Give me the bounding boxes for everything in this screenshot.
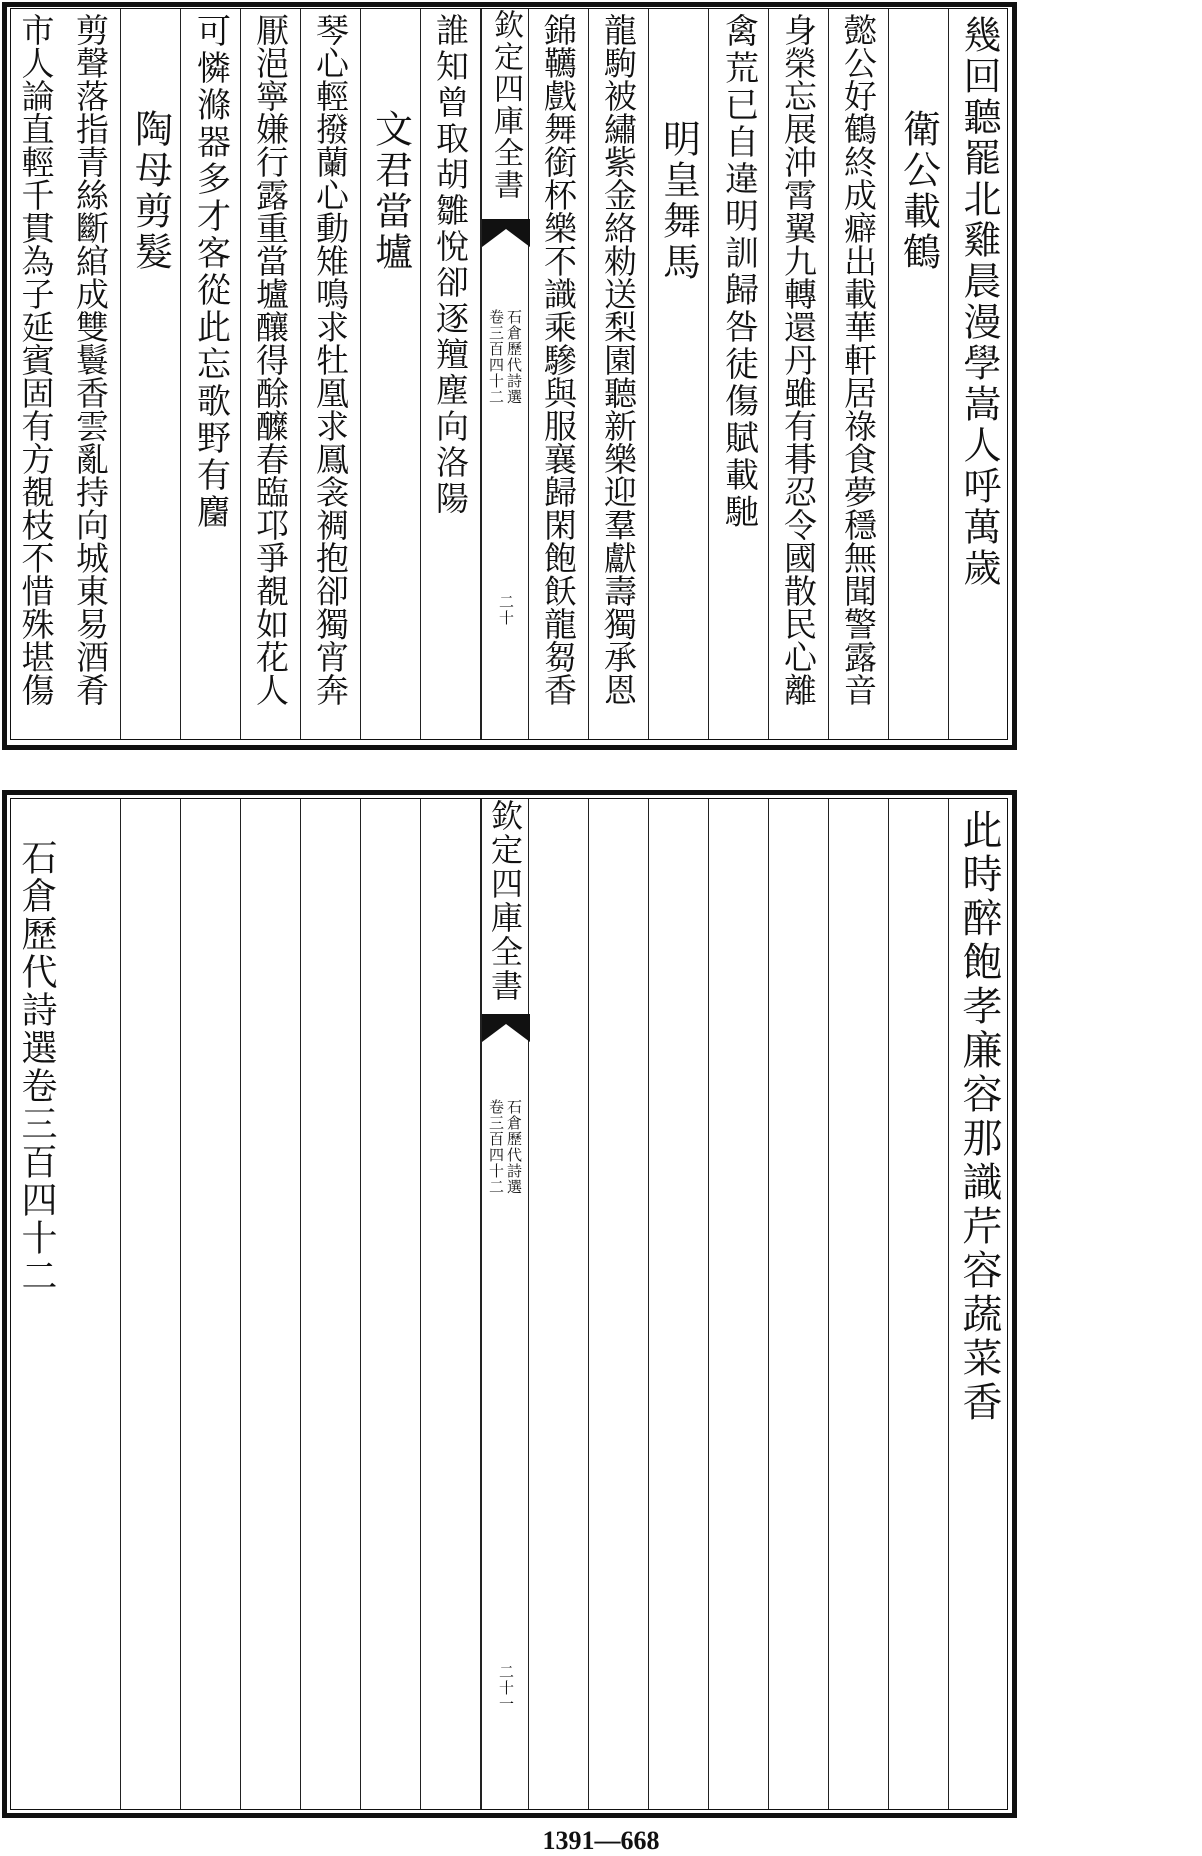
verse-line: 剪聲落指青絲斷綰成雙鬟香雲亂持向城東易酒肴 xyxy=(71,13,110,706)
verse-line: 厭浥寧嫌行露重當壚釀得酴醾春臨邛爭覩如花人 xyxy=(251,13,290,706)
text-column xyxy=(121,9,181,739)
verse-line: 禽荒已自違明訓歸咎徒傷賦載馳 xyxy=(718,13,759,531)
text-column xyxy=(529,9,589,739)
top-page-text-area xyxy=(10,8,1008,740)
blank-column xyxy=(241,799,301,1809)
poem-title: 明皇舞馬 xyxy=(656,119,701,283)
text-column xyxy=(829,9,889,739)
closing-title: 石倉歷代詩選卷三百四十二 xyxy=(16,839,57,1295)
blank-column xyxy=(889,799,949,1809)
closing-title-column xyxy=(11,799,61,1809)
poem-title: 陶母剪髮 xyxy=(128,109,173,273)
verse-line: 龍駒被繡紫金絡勑送梨園聽新樂迎羣獻壽獨承恩 xyxy=(599,13,638,706)
blank-column xyxy=(121,799,181,1809)
volume-label: 卷三百四十二 xyxy=(487,309,505,405)
verse-line: 市人論直輕千貫為子延賓固有方覩枝不惜殊堪傷 xyxy=(16,13,56,706)
text-column xyxy=(11,9,61,739)
fishtail-mark-icon xyxy=(482,1014,530,1042)
page-number: 二十一 xyxy=(497,1664,515,1712)
blank-column xyxy=(529,799,589,1809)
verse-line: 懿公好鶴終成癖出載華軒居祿食夢穩無聞警露音 xyxy=(839,13,878,706)
text-column xyxy=(949,9,1009,739)
footer-code: 1391—668 xyxy=(542,1826,660,1855)
fishtail-mark-icon xyxy=(482,219,530,247)
text-column xyxy=(61,9,121,739)
poem-title: 文君當壚 xyxy=(368,109,413,273)
text-column xyxy=(709,9,769,739)
verse-line: 幾回聽罷北雞晨漫學嵩人呼萬歲 xyxy=(957,15,1001,589)
center-fold-column xyxy=(481,799,529,1809)
text-column xyxy=(421,9,481,739)
collection-title: 石倉歷代詩選 xyxy=(505,309,523,405)
center-fold-column xyxy=(481,9,529,739)
blank-column xyxy=(361,799,421,1809)
text-column xyxy=(241,9,301,739)
blank-column xyxy=(589,799,649,1809)
text-column xyxy=(949,799,1009,1809)
verse-line: 誰知曾取胡雛悅卻逐羶塵向洛陽 xyxy=(431,13,470,517)
blank-column xyxy=(301,799,361,1809)
blank-column xyxy=(709,799,769,1809)
blank-column xyxy=(649,799,709,1809)
blank-column xyxy=(829,799,889,1809)
page-number: 二十 xyxy=(497,594,515,626)
verse-line: 可憐滌器多才客從此忘歌野有麕 xyxy=(190,13,231,531)
verse-line: 錦韉戲舞銜杯樂不識乘驂與服襄歸閑飽飫龍芻香 xyxy=(539,13,578,706)
blank-column xyxy=(769,799,829,1809)
top-page xyxy=(0,0,1202,752)
text-column xyxy=(889,9,949,739)
book-title: 欽定四庫全書 xyxy=(488,9,523,201)
text-column xyxy=(649,9,709,739)
bottom-page xyxy=(0,790,1202,1820)
text-column xyxy=(769,9,829,739)
verse-line: 身榮忘展沖霄翼九轉還丹雖有朞忍令國散民心離 xyxy=(779,13,818,706)
blank-column xyxy=(61,799,121,1809)
poem-title: 衛公載鶴 xyxy=(896,109,941,273)
text-column xyxy=(181,9,241,739)
verse-line: 此時醉飽孝廉容那識芹容蔬菜香 xyxy=(956,809,1002,1425)
text-column xyxy=(361,9,421,739)
book-title: 欽定四庫全書 xyxy=(486,799,524,1003)
collection-title: 石倉歷代詩選 xyxy=(505,1099,523,1195)
bottom-page-text-area xyxy=(10,798,1008,1810)
text-column xyxy=(301,9,361,739)
blank-column xyxy=(421,799,481,1809)
verse-line: 琴心輕撥蘭心動雉鳴求牡凰求鳳衾裯抱卻獨宵奔 xyxy=(311,13,350,706)
volume-label: 卷三百四十二 xyxy=(487,1099,505,1195)
blank-column xyxy=(181,799,241,1809)
text-column xyxy=(589,9,649,739)
